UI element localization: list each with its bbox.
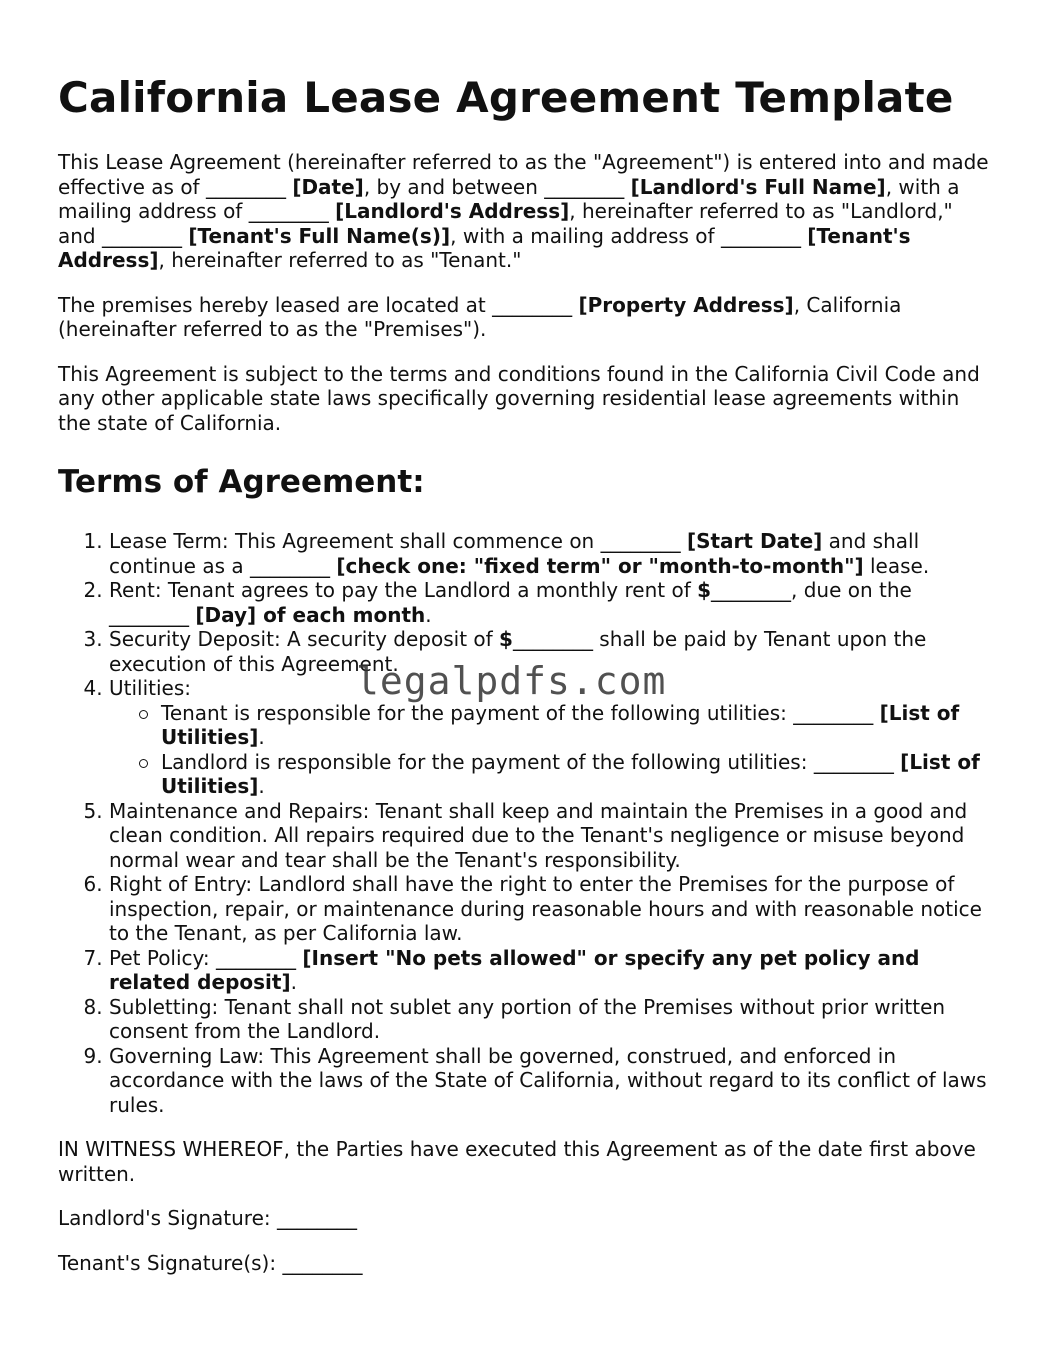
landlord-signature-line bbox=[58, 1206, 993, 1231]
landlord-signature-blank: ________ bbox=[276, 1206, 357, 1230]
term-text: Security Deposit: A security deposit of bbox=[109, 627, 500, 651]
tenant-utilities-placeholder: [List of Utilities] bbox=[161, 700, 960, 749]
landlord-address-placeholder: [Landlord's Address] bbox=[335, 199, 570, 223]
watermark-text: legalpdfs.com bbox=[356, 659, 667, 703]
tenant-utilities-blank: ________ bbox=[793, 700, 874, 725]
terms-list bbox=[58, 529, 993, 1117]
term-rent bbox=[109, 578, 993, 627]
utilities-text: . bbox=[258, 725, 265, 749]
page-title: California Lease Agreement Template bbox=[58, 73, 954, 122]
rent-dollar-sign: $ bbox=[697, 578, 712, 602]
term-text: Rent: Tenant agrees to pay the Landlord a monthly rent of bbox=[109, 578, 698, 602]
term-text: . bbox=[290, 970, 297, 994]
intro-paragraph bbox=[58, 150, 993, 273]
term-right-of-entry: 6. Right of Entry: Landlord shall have the right to enter the Premises for the purpose of inspection, repair, or maintenance during reasonable hours and with reasonable notice to the Tenant, as per California law. bbox=[109, 872, 993, 946]
pet-policy-blank: ________ bbox=[216, 945, 297, 970]
start-date-blank: ________ bbox=[600, 529, 681, 553]
premises-text: The premises hereby leased are located at bbox=[58, 292, 493, 317]
utilities-landlord-item bbox=[161, 750, 993, 799]
term-maintenance: 5. Maintenance and Repairs: Tenant shall keep and maintain the Premises in a good and clean condition. All repairs required due to the Tenant's negligence or misuse beyond normal wear and tear shall be the Tenant's responsibility. bbox=[109, 799, 993, 873]
property-address-placeholder: [Property Address] bbox=[578, 292, 794, 317]
intro-text: , by and between bbox=[363, 174, 545, 199]
utilities-sublist bbox=[109, 701, 993, 799]
premises-text: , California (hereinafter referred to as the "Premises"). bbox=[58, 292, 902, 341]
intro-text: , hereinafter referred to as "Landlord," and bbox=[58, 199, 953, 248]
term-text: . bbox=[425, 602, 432, 627]
tenant-address-blank: ________ bbox=[720, 223, 801, 248]
intro-text: This Lease Agreement (hereinafter referred to as the "Agreement") is entered into and made effective as of bbox=[58, 150, 989, 199]
rent-amount-blank: ________ bbox=[711, 578, 792, 602]
term-text: lease. bbox=[863, 553, 930, 578]
witness-paragraph: IN WITNESS WHEREOF, the Parties have executed this Agreement as of the date first above written. bbox=[58, 1137, 976, 1186]
date-blank: ________ bbox=[205, 174, 286, 199]
landlord-name-placeholder: [Landlord's Full Name] bbox=[630, 174, 886, 199]
terms-heading: Terms of Agreement: bbox=[58, 464, 425, 500]
tenant-address-placeholder: [Tenant's Address] bbox=[58, 223, 911, 272]
term-text: and shall continue as a bbox=[109, 529, 920, 578]
landlord-signature-label: Landlord's Signature: bbox=[58, 1206, 277, 1230]
premises-paragraph bbox=[58, 293, 993, 342]
term-subletting: 8. Subletting: Tenant shall not sublet any portion of the Premises without prior written consent from the Landlord. bbox=[109, 995, 993, 1044]
landlord-name-blank: ________ bbox=[544, 174, 625, 199]
term-pet-policy bbox=[109, 946, 993, 995]
term-utilities bbox=[109, 676, 993, 799]
tenant-signature-line bbox=[58, 1251, 993, 1276]
law-paragraph: This Agreement is subject to the terms and conditions found in the California Civil Code and any other applicable state laws specifically governing residential lease agreements within the state of California. bbox=[58, 361, 980, 435]
pet-policy-placeholder: [Insert "No pets allowed" or specify any pet policy and related deposit] bbox=[109, 945, 920, 994]
tenant-signature-label: Tenant's Signature(s): bbox=[58, 1250, 283, 1275]
rent-day-blank: ________ bbox=[109, 602, 189, 627]
property-address-blank: ________ bbox=[492, 292, 573, 317]
intro-text: , with a mailing address of bbox=[58, 174, 960, 223]
term-security-deposit bbox=[109, 627, 993, 676]
start-date-placeholder: [Start Date] bbox=[686, 529, 823, 553]
date-placeholder: [Date] bbox=[292, 174, 364, 199]
utilities-label: Utilities: bbox=[109, 676, 192, 700]
landlord-utilities-placeholder: [List of Utilities] bbox=[161, 749, 980, 798]
utilities-tenant-item bbox=[161, 701, 993, 750]
utilities-text: Tenant is responsible for the payment of the following utilities: bbox=[161, 700, 794, 725]
lease-type-blank: ________ bbox=[249, 553, 330, 578]
intro-text: , with a mailing address of bbox=[450, 223, 721, 248]
utilities-text: Landlord is responsible for the payment of the following utilities: bbox=[161, 749, 814, 774]
term-text: shall be paid by Tenant upon the execution of this Agreement. bbox=[109, 627, 927, 676]
deposit-dollar-sign: $ bbox=[499, 627, 513, 651]
utilities-text: . bbox=[258, 774, 265, 798]
term-text: , due on the bbox=[791, 578, 912, 602]
rent-day-placeholder: [Day] of each month bbox=[195, 602, 426, 627]
deposit-amount-blank: ________ bbox=[512, 627, 593, 651]
lease-type-placeholder: [check one: "fixed term" or "month-to-month"] bbox=[336, 553, 864, 578]
term-text: Pet Policy: bbox=[109, 945, 217, 970]
term-governing-law: 9. Governing Law: This Agreement shall be governed, construed, and enforced in accordance with the laws of the State of California, without regard to its conflict of laws rules. bbox=[109, 1044, 993, 1118]
intro-text: , hereinafter referred to as "Tenant." bbox=[158, 248, 522, 272]
tenant-name-placeholder: [Tenant's Full Name(s)] bbox=[188, 223, 451, 248]
document-page bbox=[58, 72, 993, 1295]
term-text: Lease Term: This Agreement shall commence on bbox=[109, 529, 601, 553]
term-lease-term bbox=[109, 529, 993, 578]
landlord-utilities-blank: ________ bbox=[813, 749, 894, 774]
tenant-name-blank: ________ bbox=[101, 223, 182, 248]
landlord-address-blank: ________ bbox=[248, 199, 329, 223]
tenant-signature-blank: ________ bbox=[282, 1250, 363, 1275]
